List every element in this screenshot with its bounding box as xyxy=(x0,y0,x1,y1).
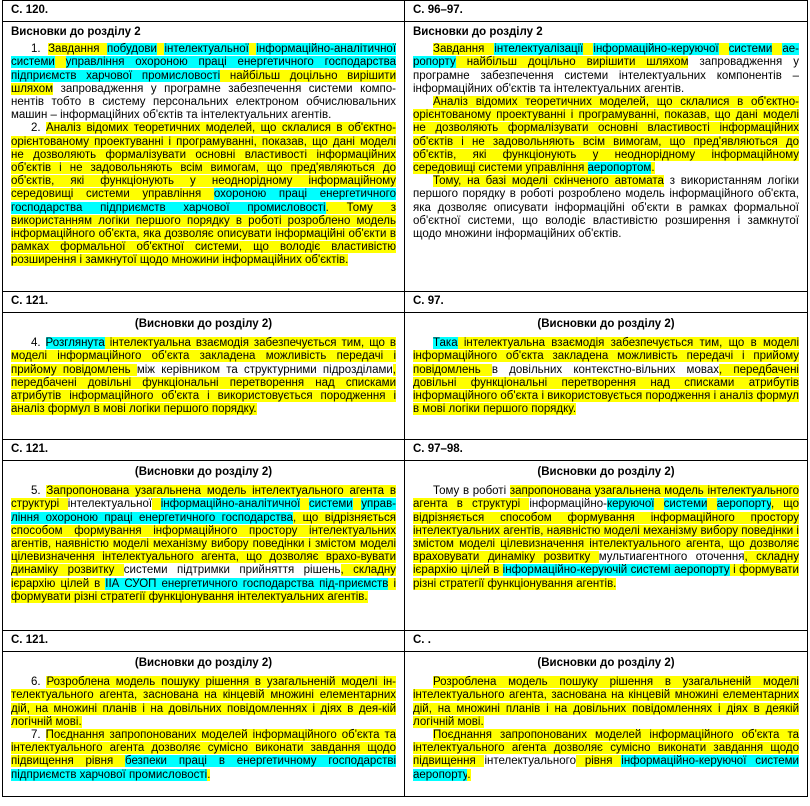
cyan-highlight: системи xyxy=(11,56,55,69)
plain-text: в довільних контекстно-вільних мовах xyxy=(491,363,719,376)
right-cell xyxy=(405,461,808,631)
cyan-highlight: інформаційно-аналітичної xyxy=(160,498,301,511)
cyan-highlight: аеропортом xyxy=(587,162,652,175)
yellow-highlight xyxy=(772,43,782,55)
paragraph xyxy=(413,337,799,416)
plain-text: системи підтримки прийняття рішень xyxy=(123,564,341,577)
plain-text: 2. xyxy=(31,122,47,135)
cyan-highlight: інформаційно-керуючої системи аеропорту xyxy=(413,755,799,781)
yellow-highlight: інтелектуальна взаємодія забезпечується тим, що в моделі інформаційного об'єкта закладена можливість передачі і прийому повідомлень xyxy=(413,337,799,376)
cyan-highlight: інформаційно-аналітичної xyxy=(256,43,397,56)
section-heading: (Висновки до розділу 2) xyxy=(134,466,273,478)
plain-text: мультиагентного оточення xyxy=(598,551,745,564)
cyan-highlight: управ-ління охороною праці енергетичного господарства xyxy=(11,498,397,524)
section-heading: (Висновки до розділу 2) xyxy=(134,657,273,669)
left-page-ref: С. 121. xyxy=(3,292,405,313)
yellow-highlight: , що відрізняється способом формування інформаційного простору інтелектуальних агентів, наявністю моделі механізму вибору поведінки і змістом моделі цілевизначення інтелектуального агента, що дозволяє врахо-вувати динаміку розвитку xyxy=(11,511,396,577)
right-page-ref: С. 96–97. xyxy=(405,1,808,22)
content-row xyxy=(3,461,808,631)
yellow-highlight: Аналіз відомих теоретичних моделей, що склалися в об'єктно-орієнтованому проектуванні і програмуванні, показав, що дані моделі не дозволяють формалізувати основні властивості інформаційних об'єктів і не задовольняють всім вимогам, що пред'являються до об'єктів, які функціонують у неоднорідному інформаційному середовищі системи управління xyxy=(11,122,396,201)
cyan-highlight: аеропорту xyxy=(716,498,771,511)
plain-text: 6. xyxy=(31,676,47,689)
cyan-highlight: керуючої xyxy=(606,498,655,511)
left-page-ref: С. 120. xyxy=(3,1,405,22)
paragraph xyxy=(413,485,799,591)
plain-text: запровадження у програмне забезпечення системи інтелектуальних компонентів – інформаційних об'єктів та інтелектуальних агентів. xyxy=(413,56,799,95)
yellow-highlight xyxy=(353,498,362,510)
yellow-highlight: , передбачені довільні функціональні перетворення над списками атрибутів інформаційного об'єкта і використовується породження і аналіз формул в мові логіки першого порядку. xyxy=(11,363,396,416)
paragraph xyxy=(413,676,799,729)
paragraph xyxy=(413,729,799,782)
paragraph-group xyxy=(413,676,799,782)
section-heading: (Висновки до розділу 2) xyxy=(537,466,675,478)
cyan-highlight: ае-ропорту xyxy=(413,43,799,69)
cyan-highlight: ІІА СУОП енергетичного господарства під-приємств xyxy=(105,577,389,590)
yellow-highlight: Поєднання запропонованих моделей інформаційного об'єкта та інтелектуального агента дозволяє сумісно виконати завдання щодо підвищення xyxy=(413,729,799,768)
right-page-ref: С. 97. xyxy=(405,292,808,313)
paragraph xyxy=(413,43,799,96)
section-heading: (Висновки до розділу 2) xyxy=(537,318,675,330)
yellow-highlight: Розроблена модель пошуку рішення в узагальненій моделі ін-телектуального агента, заснована на кінцевій множині елементарних дій, на множині планів і на довільних повідомленнях і діях в дея-кій логічній мові. xyxy=(11,676,396,728)
paragraph-group xyxy=(11,676,396,782)
yellow-highlight xyxy=(707,498,716,510)
yellow-highlight xyxy=(55,56,66,68)
yellow-highlight: Тому, на базі моделі скінченого автомата xyxy=(433,175,664,188)
yellow-highlight: найбільш доцільно вирішити шляхом xyxy=(455,56,689,69)
paragraph-group xyxy=(413,337,799,416)
yellow-highlight: найбільш доцільно вирішити шляхом xyxy=(11,69,396,95)
yellow-highlight: інтелектуальна взаємодія забезпечується тим, що в моделі інформаційного об'єкта закладена можливість передачі і прийому повідомлень xyxy=(11,337,396,376)
yellow-highlight: . xyxy=(467,768,471,781)
yellow-highlight: , передбачені довільні функціональні перетворення над списками атрибутів інформаційного об'єкта і використовується породження і аналіз формул в мові логіки першого порядку. xyxy=(413,363,799,416)
yellow-highlight xyxy=(152,498,161,510)
left-page-ref: С. 121. xyxy=(3,631,405,652)
cyan-highlight: системи xyxy=(663,498,708,511)
yellow-highlight: і формувати різні стратегії функціонування агентів. xyxy=(413,564,799,590)
left-page-ref: С. 121. xyxy=(3,440,405,461)
yellow-highlight xyxy=(300,498,309,510)
plain-text: 5. xyxy=(31,485,47,498)
cyan-highlight: Така xyxy=(433,337,458,350)
paragraph xyxy=(11,43,396,122)
yellow-highlight: і формувати різні стратегії функціонування інтелектуальних агентів. xyxy=(11,577,397,603)
left-cell xyxy=(3,22,405,292)
plain-text: Тому в роботі xyxy=(433,485,510,498)
yellow-highlight: Завдання xyxy=(48,43,107,56)
left-cell xyxy=(3,313,405,440)
page-ref-row xyxy=(3,1,808,22)
paragraph-group xyxy=(11,337,396,416)
paragraph xyxy=(11,729,396,782)
yellow-highlight: . Тому з використанням логіки першого порядку в роботі розроблено модель інформаційного об'єкта, яка дозволяє описувати інформаційні об'єкти в рамках формальної об'єктної системи, що володіє властивістю розширення і замкнутої щодо множини інформаційних об'єктів. xyxy=(11,201,396,267)
right-cell xyxy=(405,313,808,440)
paragraph xyxy=(11,676,396,729)
paragraph xyxy=(413,96,799,175)
paragraph-group xyxy=(413,43,799,241)
paragraph-group xyxy=(11,43,396,267)
comparison-table xyxy=(2,0,808,797)
cyan-highlight: безпеки праці в енергетичному господарстві підприємств харчової промисловості xyxy=(11,755,396,781)
cyan-highlight: інформаційно-керуючої xyxy=(593,43,719,56)
right-cell xyxy=(405,652,808,797)
plain-text: інтелектуальної xyxy=(67,498,153,511)
section-heading: (Висновки до розділу 2) xyxy=(537,657,675,669)
yellow-highlight: Поєднання запропонованих моделей інформаційного об'єкта та інтелектуального агента дозволяє сумісно виконати завдання щодо підвищення рівня xyxy=(11,729,396,768)
yellow-highlight: . xyxy=(207,768,211,781)
paragraph-group xyxy=(413,485,799,591)
cyan-highlight: інтелектуалізації xyxy=(494,43,584,56)
cyan-highlight: системи xyxy=(308,498,353,511)
yellow-highlight: . xyxy=(651,162,655,175)
cyan-highlight: управління охороною праці енергетичного господарства підприємств харчової промисловості xyxy=(11,56,396,82)
page-ref-row xyxy=(3,631,808,652)
yellow-highlight: Розроблена модель пошуку рішення в узагальненій моделі інтелектуального агента, заснована на кінцевій множині елементарних дій, на множині планів і на довільних повідомленнях і діях в деякій логічній мові. xyxy=(413,676,799,728)
cyan-highlight: інтелектуальної xyxy=(164,43,249,56)
plain-text: між керівником та структурними підрозділами xyxy=(136,363,393,376)
yellow-highlight: запропонована узагальнена модель інтелектуального агента в структурі xyxy=(413,485,799,511)
cyan-highlight: Розглянута xyxy=(45,337,105,350)
plain-text: запровадження у програмне забезпечення системи компо-нентів тобто в систему персональних електроном обчислювальних машин – інформаційних об'єктів та інтелектуальних агентів. xyxy=(11,82,396,122)
section-heading: Висновки до розділу 2 xyxy=(11,26,141,38)
left-cell xyxy=(3,652,405,797)
yellow-highlight: Запропонована узагальнена модель інтелектуального агента в структурі xyxy=(11,485,396,511)
yellow-highlight xyxy=(719,43,729,55)
plain-text: інформаційно- xyxy=(529,498,607,511)
page-ref-row xyxy=(3,440,808,461)
right-page-ref: С. . xyxy=(405,631,808,652)
plain-text: 4. xyxy=(31,337,46,350)
yellow-highlight xyxy=(654,498,663,510)
yellow-highlight: , складну ієрархію цілей в xyxy=(11,564,397,590)
yellow-highlight: , складну ієрархію цілей в xyxy=(413,551,799,577)
yellow-highlight: Завдання xyxy=(433,43,495,56)
paragraph xyxy=(11,122,396,267)
cyan-highlight: охороною праці енергетичного господарства підприємств харчової промисловості xyxy=(11,188,396,214)
right-cell xyxy=(405,22,808,292)
plain-text: 1. xyxy=(31,43,49,56)
paragraph xyxy=(11,337,396,416)
content-row xyxy=(3,652,808,797)
content-row xyxy=(3,313,808,440)
yellow-highlight: рівня xyxy=(576,755,622,768)
plain-text: 7. xyxy=(31,729,46,742)
plain-text: інтелектуального xyxy=(484,755,577,768)
paragraph-group xyxy=(11,485,396,604)
yellow-highlight xyxy=(583,43,593,55)
cyan-highlight: системи xyxy=(728,43,773,56)
plain-text: з використанням логіки першого порядку в роботі розроблено модель інформаційного об'єкта, яка дозволяє описувати інформаційні об'єкти в рамках формальної об'єктної системи, що володіє властивістю розширення і замкнутої щодо множини інформаційних об'єктів. xyxy=(413,175,799,241)
left-cell xyxy=(3,461,405,631)
page-ref-row xyxy=(3,292,808,313)
section-heading: (Висновки до розділу 2) xyxy=(134,318,273,330)
yellow-highlight: Аналіз відомих теоретичних моделей, що склалися в об'єктно-орієнтованому проектуванні і програмуванні, показав, що дані моделі не дозволяють формалізувати основні властивості інформаційних об'єктів і не задовольняють всім вимогам, що пред'являються до об'єктів, які функціонують у неоднорідному інформаційному середовищі системи управління xyxy=(413,96,799,175)
yellow-highlight: , що відрізняється способом формування інформаційного простору інтелектуальних агентів, наявністю моделі механізму вибору поведінки і змістом моделі цілевизначення інтелектуального агента, що дозволяє враховувати динаміку розвитку xyxy=(413,498,800,564)
section-heading: Висновки до розділу 2 xyxy=(413,26,543,38)
content-row xyxy=(3,22,808,292)
right-page-ref: С. 97–98. xyxy=(405,440,808,461)
paragraph xyxy=(11,485,396,604)
cyan-highlight: побудови xyxy=(106,43,157,56)
cyan-highlight: інформаційно-керуючій системі аеропорту xyxy=(502,564,730,577)
paragraph xyxy=(413,175,799,241)
